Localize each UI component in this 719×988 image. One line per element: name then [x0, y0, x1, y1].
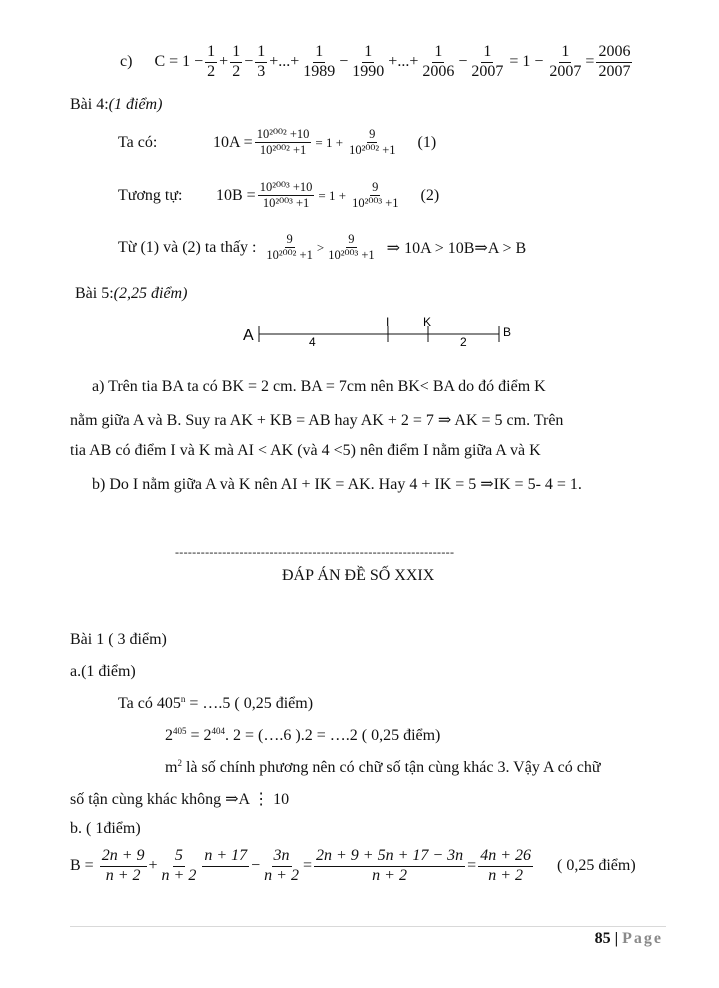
b-formula: B = $\frac{2n + 9}{n + 2}$ + $\frac{5}{n + 2}$ n + 17 − $\frac{3n}{n + 2}$ = $\frac{2n + 9 + 5n + 17 - 3n}{n + 2}$ = $\frac{4n + 26}{n + 2}$ ( 0,25 điểm)	[70, 847, 636, 884]
bai1-line-3: $m^2$ là số chính phương nên có chữ số tận cùng khác 3. Vậy A có chữ	[165, 758, 601, 776]
frac-9-a: $\frac{9}{\text{10²⁰⁰² +1}}$	[349, 127, 396, 158]
bai4-conclusion: Từ (1) và (2) ta thấy : $\frac{9}{\text{10²⁰⁰² +1}}$ > $\frac{9}{\text{10²⁰⁰³ +1}}$ ⇒ 10A > 10B⇒A > B	[118, 232, 527, 263]
length-4-label: 4	[309, 335, 316, 349]
bai1-part-a: a.(1 điểm)	[70, 663, 136, 680]
page-number: 85	[594, 930, 611, 947]
divider: -----------------------------------------------------------------	[175, 545, 455, 559]
part-c-formula: c) C = 1 − $\frac{1}{2}$ + $\frac{1}{2}$ − $\frac{1}{3}$ +...+ $\frac{1}{1989}$ − $\frac{1}{1990}$ +...+ $\frac{1}{2006}$ − $\frac{1}{2007}$ = 1 − $\frac{1}{2007}$ = $\frac{2006}{2007}$	[120, 43, 631, 80]
frac-1-3: $\frac{1}{3}$	[257, 43, 266, 80]
segment-figure	[235, 312, 525, 352]
frac-9-c1: $\frac{9}{\text{10²⁰⁰² +1}}$	[266, 232, 313, 263]
frac-b5: $\frac{2n + 9 + 5n + 17 - 3n}{n + 2}$	[315, 847, 464, 884]
bai1-line-4: số tận cùng khác không ⇒A ⋮ 10	[70, 791, 290, 808]
frac-b: $\frac{\text{10²⁰⁰³ +10}}{\text{10²⁰⁰³ +1}}$	[259, 180, 313, 211]
point-a-label: A	[243, 327, 254, 344]
bai1-line-1: Ta có $405^n$ = ….5 ( 0,25 điểm)	[118, 694, 314, 712]
frac-1-2006: $\frac{1}{2006}$	[422, 43, 455, 80]
point-b-label: B	[503, 325, 512, 339]
frac-result: $\frac{2006}{2007}$	[598, 43, 631, 80]
frac-a: $\frac{\text{10²⁰⁰² +10}}{\text{10²⁰⁰² +1}}$	[256, 127, 310, 158]
bai4-line-b: Tương tự: 10B = $\frac{\text{10²⁰⁰³ +10}}{\text{10²⁰⁰³ +1}}$ = 1 + $\frac{9}{\text{10²⁰⁰³ +1}}$ (2)	[118, 180, 440, 211]
bai5-line-3: tia AB có điểm I và K mà AI < AK (và 4 <5) nên điểm I nằm giữa A và K	[70, 442, 541, 459]
frac-9-c2: $\frac{9}{\text{10²⁰⁰³ +1}}$	[328, 232, 375, 263]
bai4-line-a: Ta có: 10A = $\frac{\text{10²⁰⁰² +10}}{\text{10²⁰⁰² +1}}$ = 1 + $\frac{9}{\text{10²⁰⁰² +1}}$ (1)	[118, 127, 437, 158]
bai5-line-2: nằm giữa A và B. Suy ra AK + KB = AB hay AK + 2 = 7 ⇒ AK = 5 cm. Trên	[70, 412, 564, 429]
bai1-part-b: b. ( 1điểm)	[70, 820, 141, 837]
frac-1-1990: $\frac{1}{1990}$	[352, 43, 385, 80]
frac-1-2007b: $\frac{1}{2007}$	[549, 43, 582, 80]
c-lhs: C = 1 −	[154, 53, 204, 71]
frac-b6: $\frac{4n + 26}{n + 2}$	[480, 847, 531, 884]
frac-1-1989: $\frac{1}{1989}$	[303, 43, 336, 80]
bai1-line-2: $2^{405} = 2^{404}$. 2 = (….6 ).2 = ….2 ( 0,25 điểm)	[165, 726, 441, 744]
section-heading: ĐÁP ÁN ĐỀ SỐ XXIX	[282, 567, 435, 584]
bai4-heading: Bài 4:(1 điểm)	[70, 96, 163, 113]
point-i-label: I	[386, 315, 390, 329]
frac-b2: $\frac{5}{n + 2}$	[161, 847, 197, 884]
bai5-line-1: a) Trên tia BA ta có BK = 2 cm. BA = 7cm nên BK< BA do đó điểm K	[92, 378, 546, 395]
bai5-heading: Bài 5:(2,25 điểm)	[75, 285, 188, 302]
frac-1-2007: $\frac{1}{2007}$	[471, 43, 504, 80]
point-k-label: K	[423, 315, 432, 329]
bai5-line-4: b) Do I nằm giữa A và K nên AI + IK = AK. Hay 4 + IK = 5 ⇒IK = 5- 4 = 1.	[92, 476, 582, 493]
frac-b1: $\frac{2n + 9}{n + 2}$	[101, 847, 145, 884]
footer-rule	[70, 926, 666, 927]
part-c-label: c)	[120, 53, 133, 71]
frac-b3: n + 17	[202, 848, 249, 885]
bai1-heading: Bài 1 ( 3 điểm)	[70, 631, 167, 648]
frac-b4: $\frac{3n}{n + 2}$	[264, 847, 299, 884]
length-2-label: 2	[460, 335, 467, 349]
frac-1-2b: $\frac{1}{2}$	[232, 43, 241, 80]
frac-1-2: $\frac{1}{2}$	[207, 43, 216, 80]
frac-9-b: $\frac{9}{\text{10²⁰⁰³ +1}}$	[352, 180, 399, 211]
page-word: Page	[622, 930, 663, 947]
page-footer: 85 | Page	[594, 930, 663, 947]
